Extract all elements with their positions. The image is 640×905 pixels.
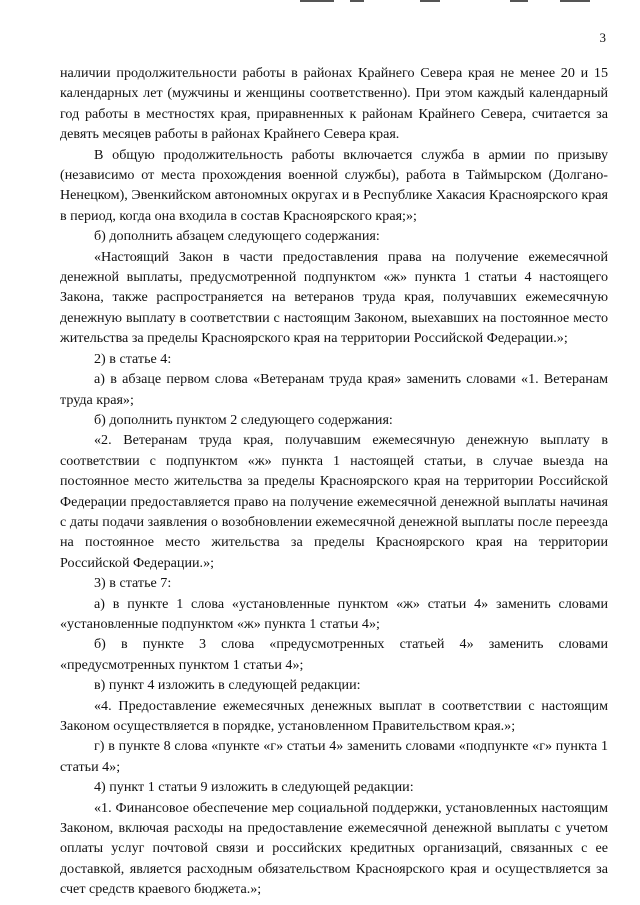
paragraph: 4) пункт 1 статьи 9 изложить в следующей редакции: — [94, 779, 414, 796]
paragraph: наличии продолжительности работы в районах Крайнего Севера края не менее 20 и 15 календарных лет (мужчины и женщины соответственно). При этом каждый календарный год работы в местностях края, приравненных к районам Крайнего Севера, считается за девять месяцев работы в районах Крайнего Севера края. — [60, 65, 608, 143]
paragraph: б) дополнить пунктом 2 следующего содержания: — [94, 411, 393, 428]
scan-artifact-top — [0, 0, 640, 4]
paragraph: в) пункт 4 изложить в следующей редакции: — [94, 677, 361, 694]
document-body — [60, 63, 608, 900]
paragraph: б) дополнить абзацем следующего содержания: — [94, 228, 380, 245]
paragraph: а) в пункте 1 слова «установленные пунктом «ж» статьи 4» заменить словами «установленные подпунктом «ж» пункта 1 статьи 4»; — [60, 595, 608, 632]
paragraph: б) в пункте 3 слова «предусмотренных статьей 4» заменить словами «предусмотренных пунктом 1 статьи 4»; — [60, 636, 608, 673]
paragraph: «Настоящий Закон в части предоставления права на получение ежемесячной денежной выплаты, предусмотренной подпунктом «ж» пункта 1 статьи 4 настоящего Закона, также распространяется на ветеранов труда края, получавших ежемесячную денежную выплату в соответствии с настоящим Законом, выехавших на постоянное место жительства за пределы Красноярского края на территории Российской Федерации.»; — [60, 248, 608, 347]
paragraph: «2. Ветеранам труда края, получавшим ежемесячную денежную выплату в соответствии с подпунктом «ж» пункта 1 настоящей статьи, в случае выезда на постоянное место жительства за пределы Красноярского края на территории Российской Федерации предоставляется право на получение ежемесячной денежной выплаты начиная с даты подачи заявления о возобновлении ежемесячной денежной выплаты после переезда на постоянное место жительства за пределы Красноярского края на территории Российской Федерации.»; — [60, 432, 608, 571]
paragraph: 2) в статье 4: — [94, 350, 172, 367]
paragraph: 3) в статье 7: — [94, 575, 172, 592]
paragraph: «4. Предоставление ежемесячных денежных выплат в соответствии с настоящим Законом осуществляется в порядке, установленном Правительством края.»; — [60, 697, 608, 734]
paragraph: г) в пункте 8 слова «пункте «г» статьи 4» заменить словами «подпункте «г» пункта 1 статьи 4»; — [60, 738, 608, 775]
page-number: 3 — [599, 30, 606, 45]
paragraph: В общую продолжительность работы включается служба в армии по призыву (независимо от места прохождения военной службы), работа в Таймырском (Долгано-Ненецком), Эвенкийском автономных округах и в Республике Хакасия Красноярского края в период, когда она входила в состав Красноярского края;»; — [60, 146, 608, 224]
paragraph: «1. Финансовое обеспечение мер социальной поддержки, установленных настоящим Законом, включая расходы на предоставление ежемесячной денежной выплаты с учетом оплаты услуг почтовой связи и российских кредитных организаций, связанных с ее доставкой, является расходным обязательством Красноярского края и осуществляется за счет средств краевого бюджета.»; — [60, 799, 608, 898]
paragraph: а) в абзаце первом слова «Ветеранам труда края» заменить словами «1. Ветеранам труда края»; — [60, 371, 608, 408]
